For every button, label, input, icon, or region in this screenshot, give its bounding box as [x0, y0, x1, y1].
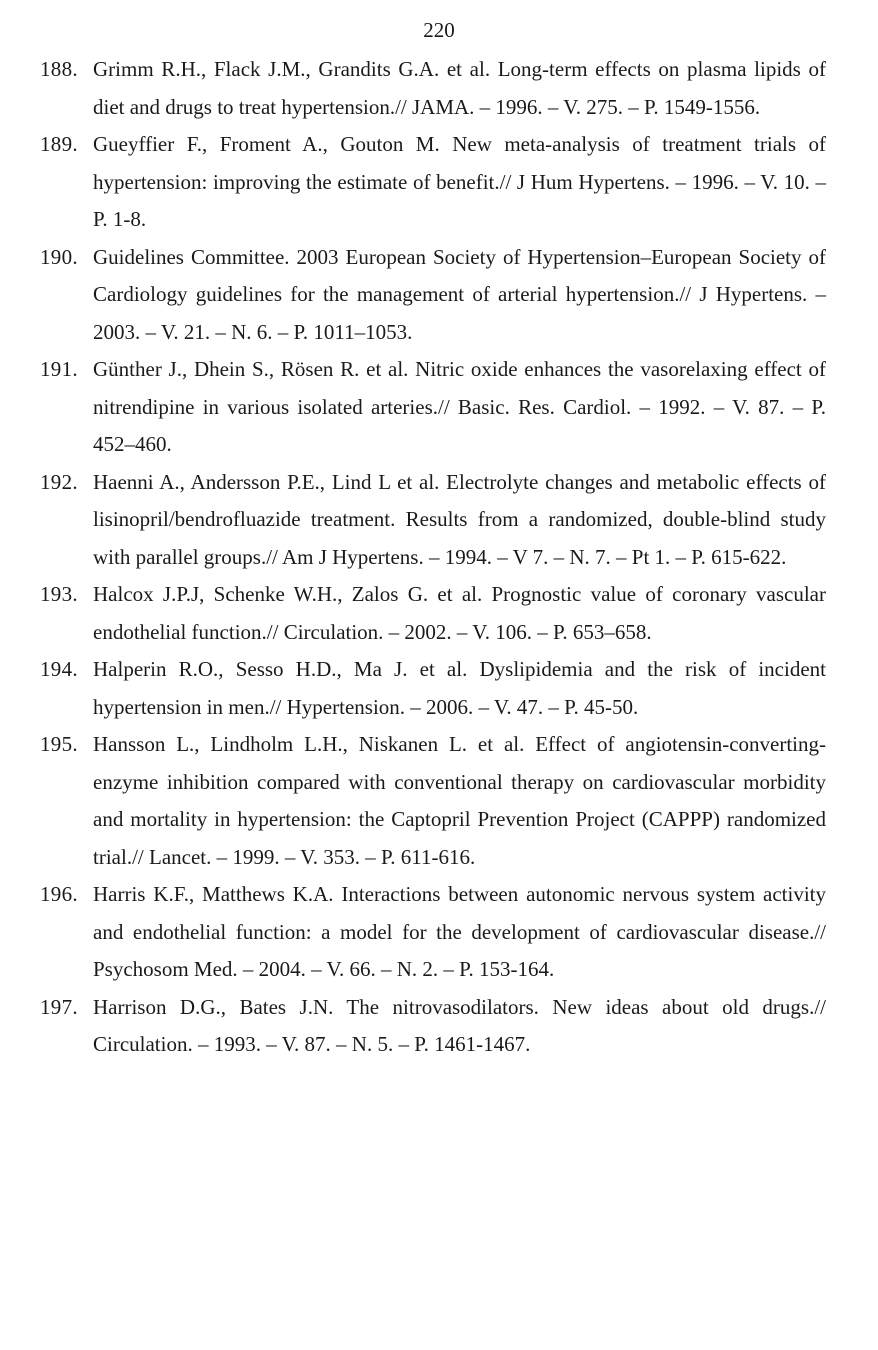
- reference-item: [40, 351, 826, 464]
- reference-list: [40, 51, 826, 1064]
- reference-item: [40, 651, 826, 726]
- reference-number: 194.: [40, 657, 78, 681]
- reference-text: Harrison D.G., Bates J.N. The nitrovasodilators. New ideas about old drugs.// Circulation. – 1993. – V. 87. – N. 5. – P. 1461-1467.: [93, 994, 826, 1056]
- reference-text: Günther J., Dhein S., Rösen R. et al. Nitric oxide enhances the vasorelaxing effect of nitrendipine in various isolated arteries.// Basic. Res. Cardiol. – 1992. – V. 87. – P. 452–460.: [93, 357, 826, 456]
- reference-text: Gueyffier F., Froment A., Gouton M. New meta-analysis of treatment trials of hypertension: improving the estimate of benefit.// J Hum Hypertens. – 1996. – V. 10. – P. 1-8.: [93, 132, 826, 231]
- reference-number: 193.: [40, 582, 78, 606]
- reference-number: 196.: [40, 882, 78, 906]
- reference-item: [40, 576, 826, 651]
- reference-text: Harris K.F., Matthews K.A. Interactions between autonomic nervous system activity and endothelial function: a model for the development of cardiovascular disease.// Psychosom Med. – 2004. – V. 66. – N. 2. – P. 153-164.: [93, 882, 826, 981]
- reference-number: 189.: [40, 132, 78, 156]
- reference-item: [40, 126, 826, 239]
- reference-text: Halcox J.P.J, Schenke W.H., Zalos G. et al. Prognostic value of coronary vascular endothelial function.// Circulation. – 2002. – V. 106. – P. 653–658.: [93, 582, 826, 644]
- reference-item: [40, 464, 826, 577]
- reference-text: Grimm R.H., Flack J.M., Grandits G.A. et al. Long-term effects on plasma lipids of diet and drugs to treat hypertension.// JAMA. – 1996. – V. 275. – P. 1549-1556.: [93, 57, 826, 119]
- reference-item: [40, 876, 826, 989]
- reference-number: 195.: [40, 732, 78, 756]
- reference-item: [40, 989, 826, 1064]
- reference-number: 192.: [40, 469, 78, 494]
- page-number: 220: [423, 18, 455, 42]
- reference-item: [40, 51, 826, 126]
- reference-text: Haenni A., Andersson P.E., Lind L et al. Electrolyte changes and metabolic effects of lisinopril/bendrofluazide treatment. Results from a randomized, double-blind study with parallel groups.// Am J Hypertens. – 1994. – V 7. – N. 7. – Pt 1. – P. 615-622.: [93, 469, 826, 569]
- reference-number: 191.: [40, 357, 78, 381]
- reference-number: 197.: [40, 994, 78, 1019]
- reference-number: 190.: [40, 244, 78, 269]
- reference-item: [40, 726, 826, 876]
- reference-number: 188.: [40, 57, 78, 81]
- reference-text: Guidelines Committee. 2003 European Society of Hypertension–European Society of Cardiology guidelines for the management of arterial hypertension.// J Hypertens. – 2003. – V. 21. – N. 6. – P. 1011–1053.: [93, 244, 826, 344]
- reference-item: [40, 239, 826, 352]
- reference-text: Hansson L., Lindholm L.H., Niskanen L. et al. Effect of angiotensin-converting-enzyme inhibition compared with conventional therapy on cardiovascular morbidity and mortality in hypertension: the Captopril Prevention Project (CAPPP) randomized trial.// Lancet. – 1999. – V. 353. – P. 611-616.: [93, 732, 826, 869]
- reference-text: Halperin R.O., Sesso H.D., Ma J. et al. Dyslipidemia and the risk of incident hypertension in men.// Hypertension. – 2006. – V. 47. – P. 45-50.: [93, 657, 826, 719]
